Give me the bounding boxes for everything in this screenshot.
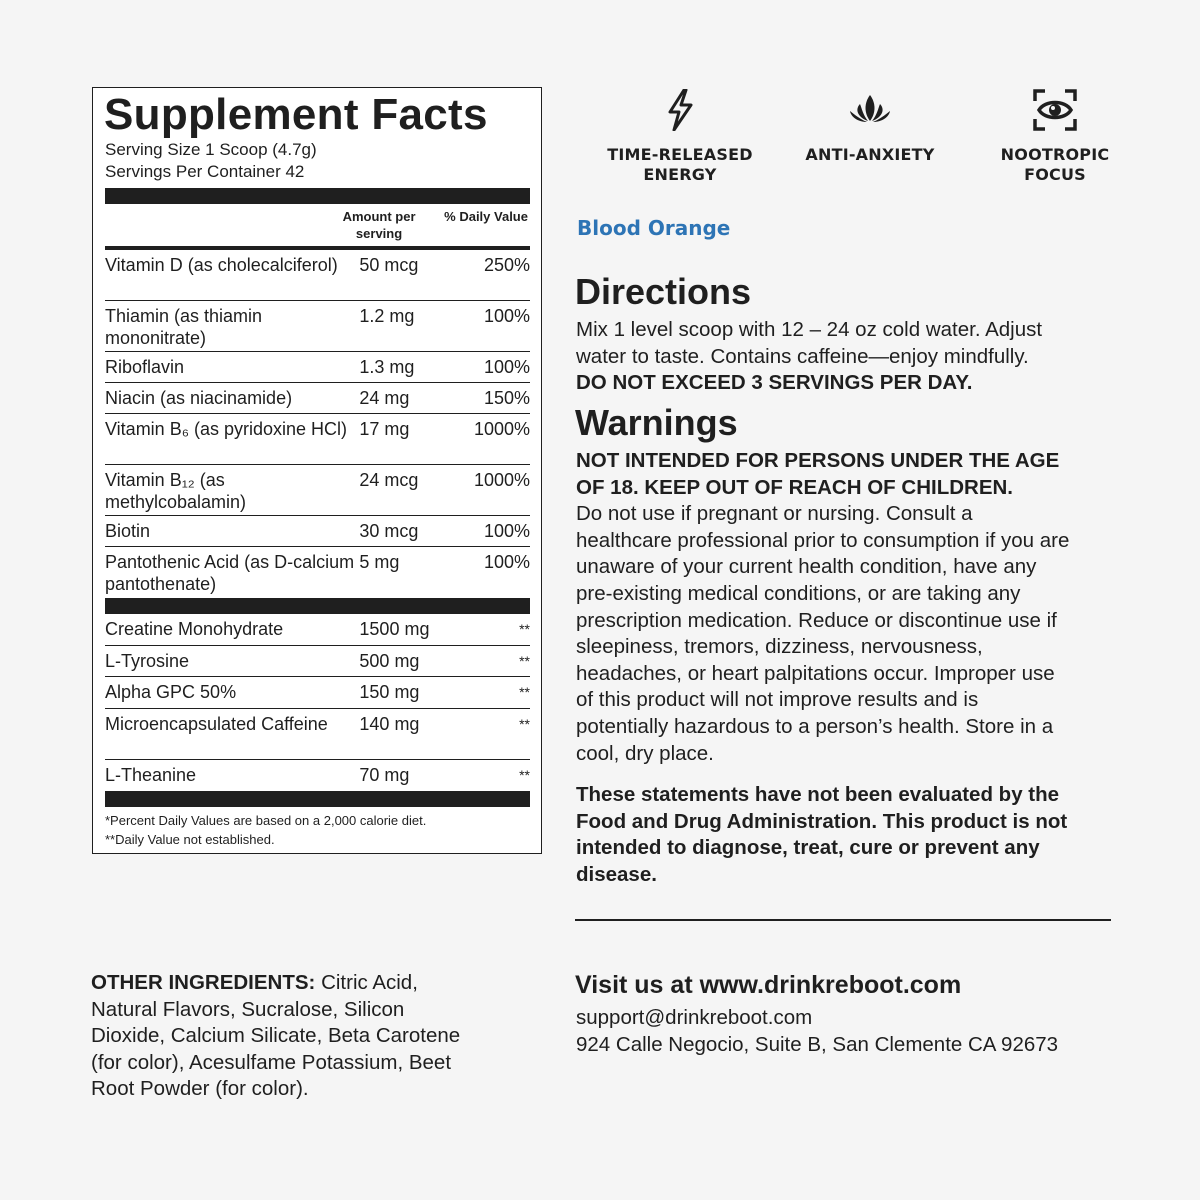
directions-heading: Directions [575, 271, 752, 312]
support-email[interactable]: support@drinkreboot.com [576, 1006, 813, 1029]
table-row [105, 646, 530, 677]
fda-line: Food and Drug Administration. This product is not [576, 809, 1068, 833]
feature-label: ENERGY [643, 165, 717, 184]
feature-energy [600, 89, 760, 185]
ingredient-amount: 140 mg [359, 714, 420, 734]
col-amount-header: Amount per serving [342, 209, 416, 241]
other-ingredients-line: Dioxide, Calcium Silicate, Beta Carotene [91, 1024, 461, 1048]
fda-line: disease. [576, 862, 657, 886]
feature-label: ANTI-ANXIETY [805, 145, 935, 164]
ingredient-dv: 1000% [473, 419, 530, 439]
warnings-line: Do not use if pregnant or nursing. Consult a [576, 502, 973, 526]
other-ingredients-line: Root Powder (for color). [91, 1077, 309, 1101]
table-row [105, 760, 530, 791]
other-ingredients-line: Citric Acid, [315, 971, 418, 994]
servings-per-container: Servings Per Container 42 [105, 162, 305, 181]
warnings-line: sleepiness, tremors, dizziness, nervousness, [576, 635, 983, 659]
table-row [105, 677, 530, 709]
warnings-line: potentially hazardous to a person’s health. Store in a [576, 714, 1054, 738]
warnings-line: unaware of your current health condition, have any [576, 555, 1037, 579]
feature-label: FOCUS [1024, 165, 1086, 184]
warnings-heading: Warnings [575, 402, 738, 443]
ingredient-dv: 100% [483, 521, 530, 541]
ingredient-amount: 1.2 mg [359, 306, 415, 326]
vitamin-rows [105, 250, 530, 598]
warnings-line: of this product will not improve results and is [576, 688, 979, 712]
ingredient-name: Vitamin B₁₂ (as methylcobalamin) [105, 470, 247, 512]
ingredient-name: Microencapsulated Caffeine [105, 714, 328, 734]
thick-divider [105, 188, 530, 204]
other-rows [105, 614, 530, 791]
ingredient-dv: ** [519, 716, 530, 732]
warnings-line: headaches, or heart palpitations occur. Improper use [576, 661, 1055, 685]
ingredient-amount: 17 mg [359, 419, 410, 439]
ingredient-name: Vitamin D (as cholecalciferol) [105, 255, 338, 275]
directions-text [576, 317, 1136, 397]
ingredient-dv: 1000% [473, 470, 530, 490]
feature-anti-anxiety [790, 89, 950, 165]
supplement-facts-panel [92, 87, 542, 854]
table-row [105, 250, 530, 301]
section-divider [575, 919, 1111, 921]
warnings-bold-line: OF 18. KEEP OUT OF REACH OF CHILDREN. [576, 475, 1013, 499]
ingredient-dv: ** [519, 621, 530, 637]
ingredient-amount: 150 mg [359, 682, 420, 702]
website-link[interactable]: Visit us at www.drinkreboot.com [575, 971, 962, 999]
other-ingredients-line: (for color), Acesulfame Potassium, Beet [91, 1050, 452, 1074]
fda-disclaimer [576, 782, 1136, 888]
serving-size: Serving Size 1 Scoop (4.7g) [105, 140, 317, 159]
thick-divider [105, 791, 530, 807]
ingredient-amount: 70 mg [359, 765, 410, 785]
facts-title: Supplement Facts [104, 90, 488, 139]
ingredient-dv: ** [519, 653, 530, 669]
ingredient-amount: 50 mcg [359, 255, 419, 275]
other-ingredients-line: Natural Flavors, Sucralose, Silicon [91, 997, 405, 1021]
directions-line: Mix 1 level scoop with 12 – 24 oz cold water. Adjust [576, 318, 1043, 341]
eye-focus-icon [1033, 89, 1077, 131]
warnings-line: cool, dry place. [576, 741, 714, 765]
lightning-bolt-icon [665, 89, 695, 131]
ingredient-dv: ** [519, 684, 530, 700]
table-row [105, 352, 530, 383]
ingredient-name: Niacin (as niacinamide) [105, 388, 293, 408]
warnings-line: pre-existing medical conditions, or are taking any [576, 581, 1021, 605]
feature-focus [975, 89, 1135, 185]
ingredient-name: Thiamin (as thiamin mononitrate) [105, 306, 263, 348]
col-dv-header: % Daily Value [444, 209, 528, 224]
warnings-bold-line: NOT INTENDED FOR PERSONS UNDER THE AGE [576, 449, 1060, 472]
ingredient-dv: 100% [483, 357, 530, 377]
ingredient-amount: 24 mcg [359, 470, 419, 490]
footnote-dv: *Percent Daily Values are based on a 2,000 calorie diet. [105, 813, 427, 828]
flavor-name: Blood Orange [577, 216, 731, 240]
warnings-line: healthcare professional prior to consumption if you are [576, 528, 1070, 552]
ingredient-dv: 250% [483, 255, 530, 275]
ingredient-name: Creatine Monohydrate [105, 619, 284, 639]
table-row [105, 547, 530, 598]
ingredient-amount: 500 mg [359, 651, 420, 671]
ingredient-name: L-Tyrosine [105, 651, 190, 671]
table-row [105, 516, 530, 547]
lotus-icon [847, 89, 893, 131]
table-row [105, 465, 530, 516]
ingredient-amount: 1.3 mg [359, 357, 415, 377]
ingredient-dv: ** [519, 767, 530, 783]
ingredient-name: L-Theanine [105, 765, 197, 785]
ingredient-amount: 30 mcg [359, 521, 419, 541]
thick-divider [105, 598, 530, 614]
ingredient-amount: 1500 mg [359, 619, 430, 639]
table-row [105, 414, 530, 465]
feature-label: NOOTROPIC [1000, 145, 1110, 164]
directions-line: water to taste. Contains caffeine—enjoy mindfully. [576, 344, 1029, 368]
contact-info [576, 1005, 1058, 1058]
table-row [105, 614, 530, 646]
fda-line: intended to diagnose, treat, cure or prevent any [576, 836, 1040, 860]
ingredient-name: Vitamin B₆ (as pyridoxine HCl) [105, 419, 348, 439]
ingredient-dv: 100% [483, 306, 530, 326]
footnotes [105, 811, 530, 849]
ingredient-name: Alpha GPC 50% [105, 682, 237, 702]
address: 924 Calle Negocio, Suite B, San Clemente CA 92673 [576, 1032, 1059, 1056]
ingredient-dv: 100% [483, 552, 530, 572]
column-header [105, 204, 530, 250]
ingredient-dv: 150% [483, 388, 530, 408]
other-ingredients [91, 970, 511, 1103]
other-ingredients-label: OTHER INGREDIENTS: [91, 971, 316, 994]
ingredient-amount: 24 mg [359, 388, 410, 408]
ingredient-name: Riboflavin [105, 357, 185, 377]
feature-label: TIME-RELEASED [607, 145, 753, 164]
table-row [105, 709, 530, 760]
warnings-line: prescription medication. Reduce or discontinue use if [576, 608, 1057, 632]
warnings-text [576, 448, 1136, 767]
footnote-not-established: **Daily Value not established. [105, 832, 275, 847]
table-row [105, 383, 530, 414]
directions-warning-line: DO NOT EXCEED 3 SERVINGS PER DAY. [576, 371, 973, 395]
ingredient-name: Biotin [105, 521, 151, 541]
fda-line: These statements have not been evaluated by the [576, 783, 1060, 806]
ingredient-amount: 5 mg [359, 552, 400, 572]
table-row [105, 301, 530, 352]
ingredient-name: Pantothenic Acid (as D-calcium pantothenate) [105, 552, 355, 594]
